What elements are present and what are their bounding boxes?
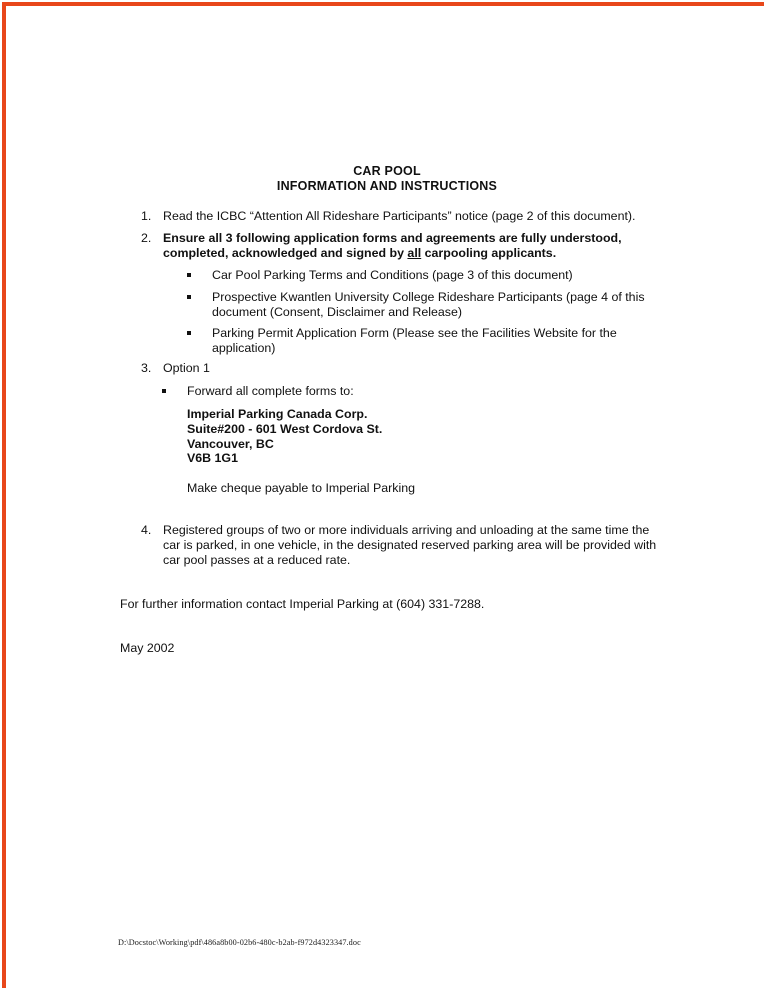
list-item-1-number: 1. [141, 209, 152, 223]
page-title-line-1: CAR POOL [353, 164, 421, 178]
list-item-2-text-after: carpooling applicants. [421, 246, 557, 261]
list-item-3 [141, 361, 541, 376]
list-item-2-text [163, 231, 641, 261]
list-item-3-number: 3. [141, 361, 152, 375]
list-item-1 [141, 209, 651, 224]
form-bullet-2-text: Prospective Kwantlen University College Rideshare Participants (page 4 of this document (Consent, Disclaimer and Release) [212, 290, 645, 320]
list-item-3-text: Option 1 [163, 361, 210, 375]
list-item-4-text: Registered groups of two or more individuals arriving and unloading at the same time the car is parked, in one vehicle, in the designated reserved parking area will be provided with car pool passes at a reduced rate. [163, 523, 657, 568]
list-item-2-number: 2. [141, 231, 152, 245]
list-item-2-emphasis: all [407, 246, 422, 261]
list-item-2 [141, 231, 641, 261]
address-line-3: Vancouver, BC [187, 436, 274, 451]
address-line-4: V6B 1G1 [187, 451, 238, 466]
list-item-4-number: 4. [141, 523, 152, 537]
address-line-2: Suite#200 - 601 West Cordova St. [187, 421, 383, 436]
option-bullet-text: Forward all complete forms to: [187, 384, 354, 398]
list-item-4 [141, 523, 661, 569]
mailing-address [187, 407, 382, 466]
scan-border-frame [2, 2, 764, 988]
page-title [6, 164, 768, 193]
square-bullet-icon [187, 273, 191, 277]
footer-file-path: D:\Docstoc\Working\pdf\486a8b00-02b6-480c-b2ab-f972d4323347.doc [118, 938, 361, 947]
list-item-1-text: Read the ICBC “Attention All Rideshare Participants” notice (page 2 of this document). [163, 209, 636, 223]
contact-information: For further information contact Imperial Parking at (604) 331-7288. [120, 597, 485, 611]
list-item-2-text-before: Ensure all 3 following application forms and agreements are fully understood, completed, acknowledged and signed by [163, 231, 622, 261]
form-bullet-2 [187, 290, 647, 320]
form-bullet-1-text: Car Pool Parking Terms and Conditions (page 3 of this document) [212, 268, 573, 282]
form-bullet-3-text: Parking Permit Application Form (Please see the Facilities Website for the application) [212, 326, 617, 356]
option-bullet [162, 384, 562, 399]
square-bullet-icon [187, 295, 191, 299]
square-bullet-icon [187, 331, 191, 335]
document-page [6, 6, 768, 992]
address-line-1: Imperial Parking Canada Corp. [187, 407, 368, 421]
square-bullet-icon [162, 389, 166, 393]
form-bullet-3 [187, 326, 627, 356]
form-bullet-1 [187, 268, 607, 283]
page-title-line-2: INFORMATION AND INSTRUCTIONS [276, 178, 498, 193]
cheque-payable-note: Make cheque payable to Imperial Parking [187, 481, 415, 495]
document-date: May 2002 [120, 641, 175, 655]
